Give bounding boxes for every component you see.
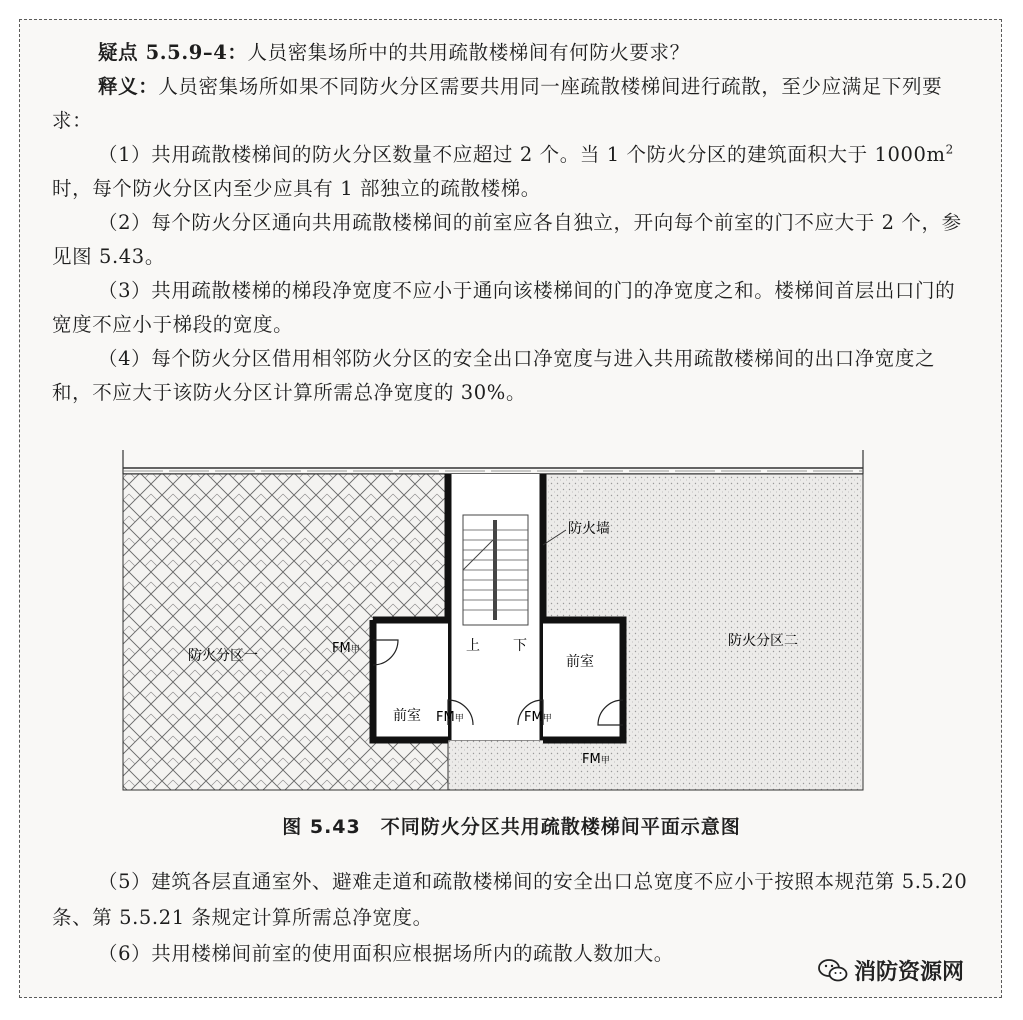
item-text: 共用疏散楼梯间的防火分区数量不应超过 2 个。当 1 个防火分区的建筑面积大于 1000m — [151, 143, 946, 166]
body-text-top — [52, 36, 972, 410]
anteroom-2-label: 前室 — [566, 654, 594, 670]
item-number: （2） — [98, 211, 152, 234]
question-text: 人员密集场所中的共用疏散楼梯间有何防火要求？ — [247, 41, 690, 64]
item-text: 每个防火分区通向共用疏散楼梯间的前室应各自独立，开向每个前室的门不应大于 2 个，参见图 5.43。 — [52, 211, 962, 268]
superscript: 2 — [945, 142, 954, 157]
interpretation-text: 人员密集场所如果不同防火分区需要共用同一座疏散楼梯间进行疏散，至少应满足下列要求： — [52, 75, 943, 132]
figure-caption: 图 5.43 不同防火分区共用疏散楼梯间平面示意图 — [282, 816, 741, 838]
item-number: （5） — [98, 870, 152, 893]
interpretation-paragraph — [52, 70, 972, 138]
door-label-fm: FM甲 — [524, 710, 552, 725]
item-number: （6） — [98, 942, 152, 965]
item-number: （1） — [98, 143, 152, 166]
watermark — [818, 955, 964, 986]
interpretation-label: 释义： — [98, 75, 159, 98]
item-text: 共用楼梯间前室的使用面积应根据场所内的疏散人数加大。 — [151, 942, 674, 965]
zone-2-label: 防火分区二 — [728, 633, 798, 649]
item-2 — [52, 206, 972, 274]
item-text: 每个防火分区借用相邻防火分区的安全出口净宽度与进入共用疏散楼梯间的出口净宽度之和，不应大于该防火分区计算所需总净宽度的 30%。 — [52, 347, 936, 404]
zone-1-label: 防火分区一 — [188, 648, 258, 664]
wechat-icon — [818, 958, 848, 984]
stair-up-label: 上 — [466, 638, 480, 654]
anteroom-1-label: 前室 — [393, 708, 421, 724]
question-line — [52, 36, 972, 70]
item-number: （3） — [98, 279, 152, 302]
firewall-label: 防火墙 — [568, 521, 610, 537]
door-label-fm: FM甲 — [582, 752, 610, 767]
item-4 — [52, 342, 972, 410]
floor-plan-figure — [118, 440, 878, 800]
stair-enclosure — [448, 474, 543, 740]
item-3 — [52, 274, 972, 342]
stair-down-label: 下 — [513, 638, 527, 654]
question-label: 疑点 5.5.9–4： — [98, 41, 248, 64]
item-text-cont: 时，每个防火分区内至少应具有 1 部独立的疏散楼梯。 — [52, 177, 541, 200]
door-label-fm: FM甲 — [332, 641, 360, 656]
watermark-text: 消防资源网 — [854, 960, 965, 985]
item-5 — [52, 864, 972, 936]
item-1 — [52, 138, 972, 206]
item-text: 共用疏散楼梯的梯段净宽度不应小于通向该楼梯间的门的净宽度之和。楼梯间首层出口门的宽度不应小于梯段的宽度。 — [52, 279, 956, 336]
item-number: （4） — [98, 347, 152, 370]
exterior-wall-top — [123, 450, 863, 474]
door-label-fm: FM甲 — [436, 710, 464, 725]
item-text: 建筑各层直通室外、避难走道和疏散楼梯间的安全出口总宽度不应小于按照本规范第 5.5.20 条、第 5.5.21 条规定计算所需总净宽度。 — [52, 870, 968, 929]
floor-plan-diagram — [118, 440, 878, 800]
